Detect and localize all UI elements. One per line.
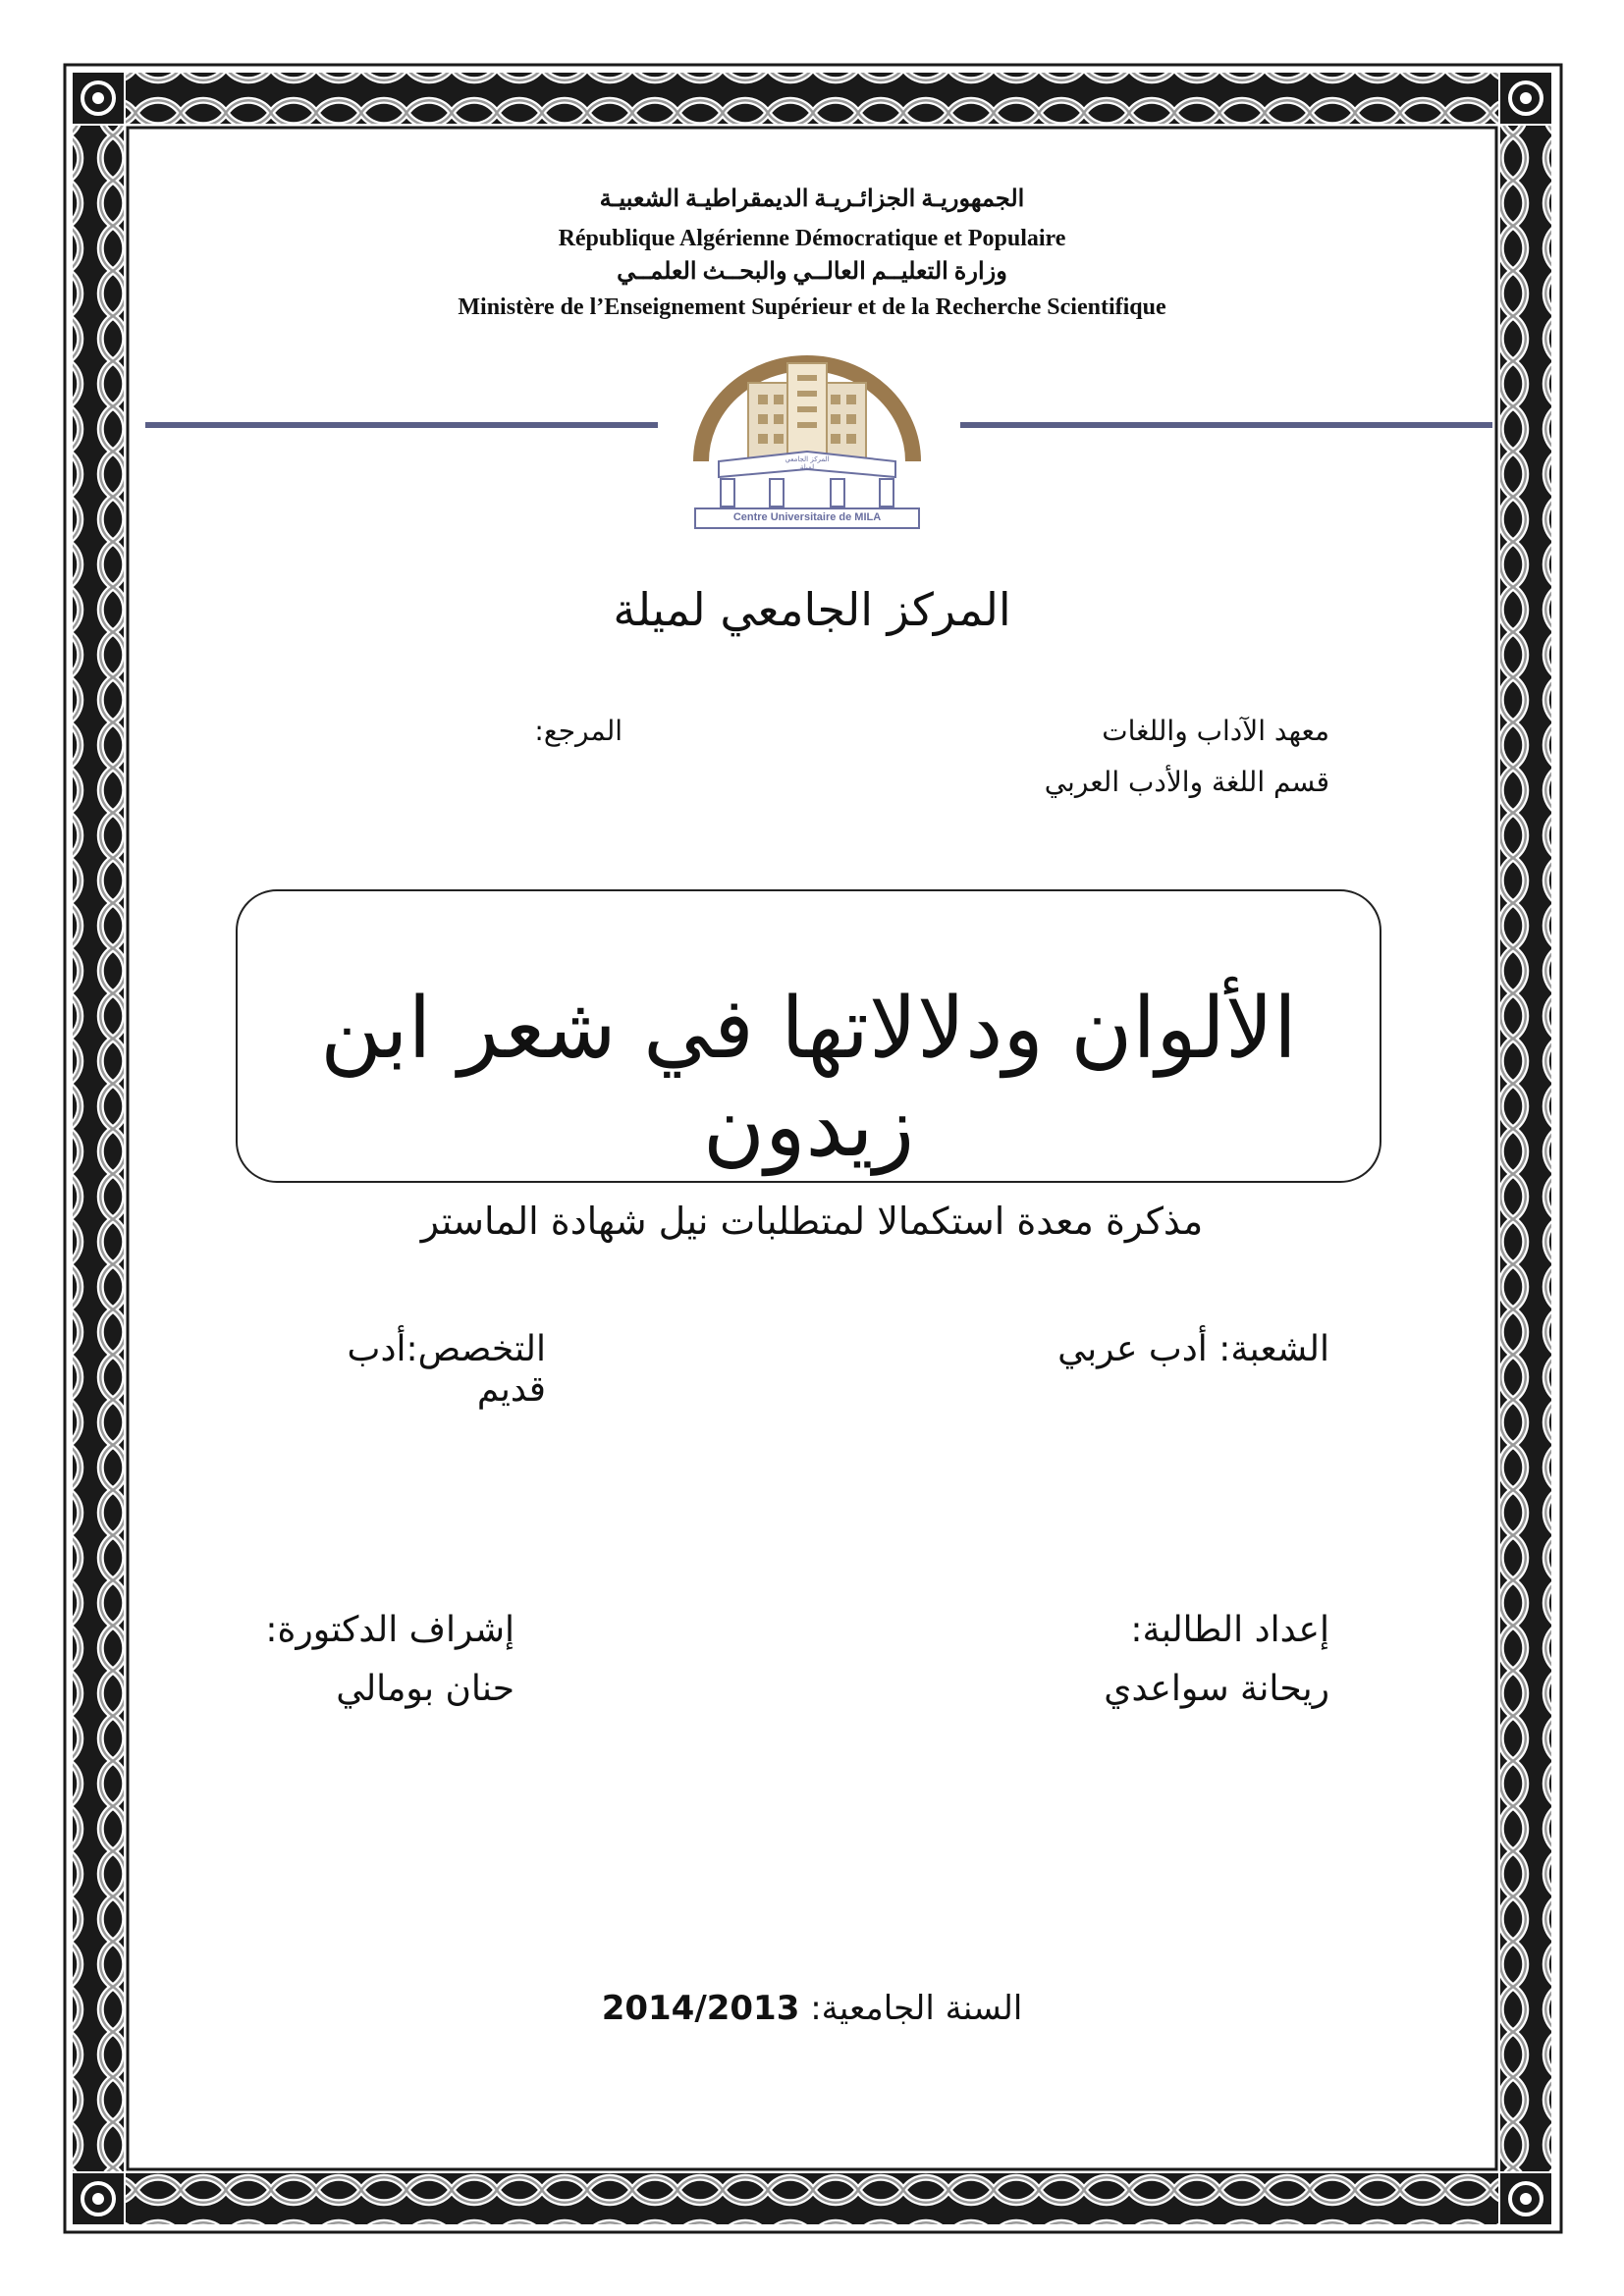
academic-year-label: السنة الجامعية:	[810, 1989, 1023, 2028]
institute-name: معهد الآداب واللغات	[1102, 715, 1329, 747]
ministry-french: Ministère de l’Enseignement Supérieur et de la Recherche Scientifique	[458, 294, 1166, 320]
thesis-title-box	[236, 889, 1381, 1183]
logo-caption: Centre Universitaire de MILA	[732, 511, 882, 523]
right-rule	[960, 422, 1492, 428]
logo-arabic-banner: المركز الجامعي لميلة	[785, 455, 830, 471]
left-rule	[145, 422, 658, 428]
academic-year	[0, 1989, 1624, 2028]
republic-arabic: الجمهوريـة الجزائـريـة الديمقراطيـة الشعبيـة	[599, 187, 1025, 212]
specialty: التخصص:أدب قديم	[347, 1329, 546, 1410]
prepared-by-label: إعداد الطالبة:	[1130, 1610, 1329, 1650]
department-name: قسم اللغة والأدب العربي	[1044, 766, 1329, 798]
thesis-title: الألوان ودلالاتها في شعر ابن زيدون	[320, 980, 1297, 1176]
center-name: المركز الجامعي لميلة	[613, 583, 1011, 636]
academic-year-value: 2014/2013	[601, 1989, 800, 2028]
thesis-subtitle: مذكرة معدة استكمالا لمتطلبات نيل شهادة الماستر	[420, 1200, 1204, 1243]
supervisor-label: إشراف الدكتورة:	[265, 1610, 514, 1650]
reference-label: المرجع:	[534, 715, 623, 747]
republic-french: République Algérienne Démocratique et Populaire	[558, 226, 1066, 251]
ministry-arabic: وزارة التعليــم العالــي والبحــث العلمــي	[617, 259, 1007, 285]
supervisor-name: حنان بومالي	[336, 1669, 514, 1709]
university-building-icon	[689, 346, 925, 532]
student-name: ريحانة سواعدي	[1104, 1669, 1329, 1709]
university-logo	[689, 346, 925, 532]
branch: الشعبة: أدب عربي	[1057, 1329, 1329, 1369]
